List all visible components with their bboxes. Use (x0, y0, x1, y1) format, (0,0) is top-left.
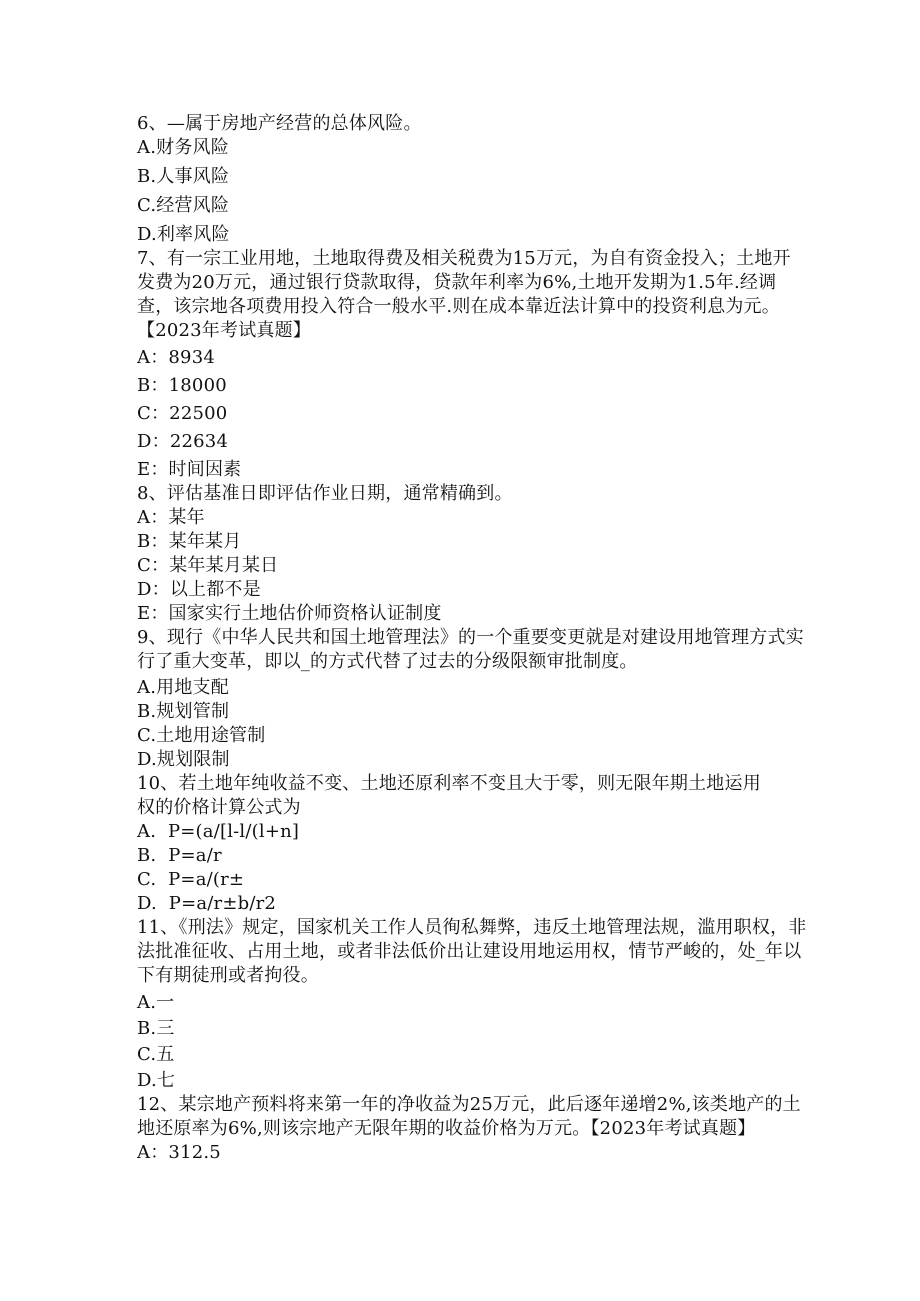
question-11-stem: 11、《刑法》规定，国家机关工作人员徇私舞弊，违反土地管理法规，滥用职权，非法批准征收、占用土地，或者非法低价出让建设用地运用权，情节严峻的，处_年以下有期徒刑或者拘役。 (137, 917, 807, 986)
question-7-option-b: B：18000 (137, 375, 227, 396)
question-6-stem: 6、—属于房地产经营的总体风险。 (137, 113, 422, 134)
question-10-stem: 10、若土地年纯收益不变、土地还原利率不变且大于零，则无限年期土地运用权的价格计算公式为 (137, 773, 761, 818)
question-8-option-c: C：某年某月某日 (137, 555, 279, 576)
question-10-option-c: C. P=a∕(r± (137, 869, 245, 890)
question-11-option-c: C.五 (137, 1044, 175, 1065)
question-8-stem: 8、评估基准日即评估作业日期，通常精确到。 (137, 483, 513, 504)
question-8-option-a: A：某年 (137, 507, 205, 528)
question-10-option-b: B. P=a∕r (137, 845, 222, 866)
question-6-option-c: C.经营风险 (137, 195, 230, 216)
question-11-option-d: D.七 (137, 1070, 176, 1091)
question-8-option-e: E：国家实行土地估价师资格认证制度 (137, 603, 442, 624)
document-page (137, 112, 807, 1165)
question-7-stem: 7、有一宗工业用地，土地取得费及相关税费为15万元，为自有资金投入；土地开发费为20万元，通过银行贷款取得，贷款年利率为6%,土地开发期为1.5年.经调查，该宗地各项费用投入符合一般水平.则在成本靠近法计算中的投资利息为元。【2023年考试真题】 (137, 248, 791, 341)
question-11-option-a: A.一 (137, 992, 175, 1013)
question-6-option-d: D.利率风险 (137, 224, 230, 245)
question-7-option-d: D：22634 (137, 431, 229, 452)
question-9-stem: 9、现行《中华人民共和国土地管理法》的一个重要变更就是对建设用地管理方式实行了重大变革，即以_的方式代替了过去的分级限额审批制度。 (137, 627, 804, 672)
question-9-option-d: D.规划限制 (137, 749, 230, 770)
question-8-option-d: D：以上都不是 (137, 579, 261, 600)
question-11-option-b: B.三 (137, 1018, 175, 1039)
question-12-option-a: A：312.5 (137, 1142, 221, 1163)
question-9-option-b: B.规划管制 (137, 701, 230, 722)
question-6-option-a: A.财务风险 (137, 137, 229, 158)
question-7-option-e: E：时间因素 (137, 459, 242, 480)
question-10-option-d: D. P=a∕r±b∕r2 (137, 893, 277, 914)
question-8-option-b: B：某年某月 (137, 531, 242, 552)
question-9-option-a: A.用地支配 (137, 677, 229, 698)
question-9-option-c: C.土地用途管制 (137, 725, 266, 746)
question-12-stem: 12、某宗地产预料将来第一年的净收益为25万元，此后逐年递增2%,该类地产的土地还原率为6%,则该宗地产无限年期的收益价格为万元。【2023年考试真题】 (137, 1094, 801, 1139)
question-10-option-a: A. P=(a∕[l-l∕(l+n] (137, 821, 300, 842)
question-6-option-b: B.人事风险 (137, 166, 230, 187)
question-7-option-c: C：22500 (137, 403, 228, 424)
question-7-option-a: A：8934 (137, 347, 216, 368)
